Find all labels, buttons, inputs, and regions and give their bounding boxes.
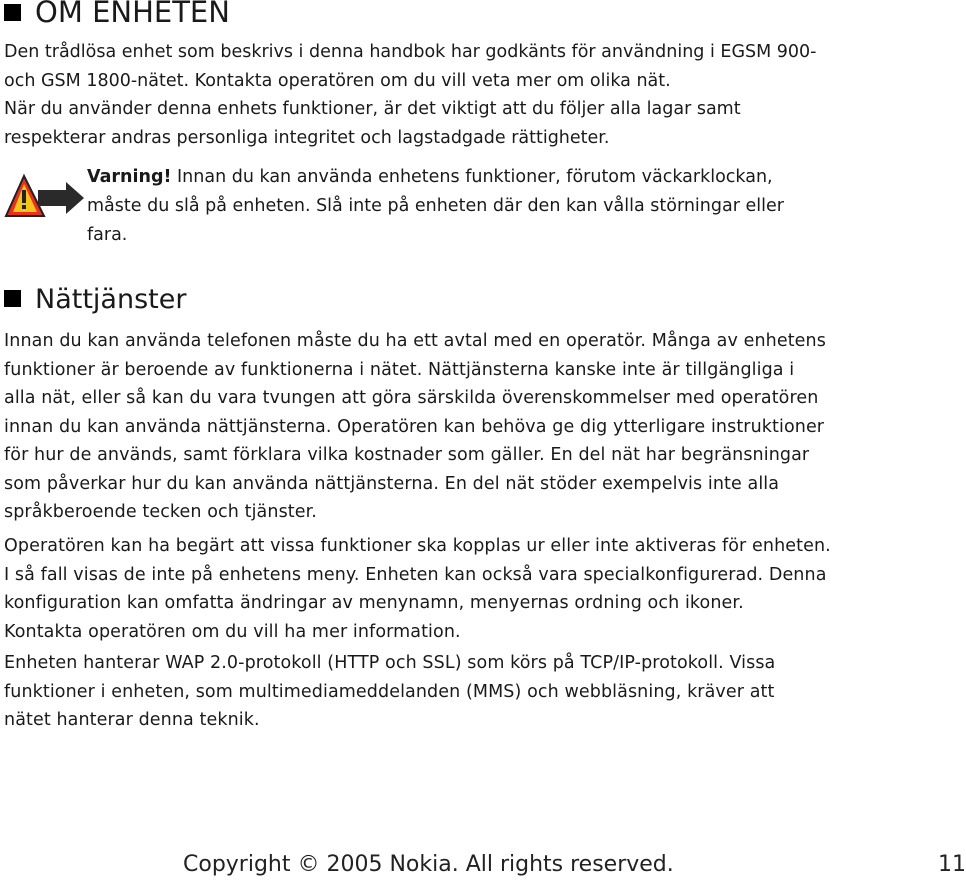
paragraph-line: I så fall visas de inte på enhetens meny. Enheten kan också vara specialkonfigurerad. Denna [4,564,827,585]
intro-line: När du använder denna enhets funktioner, är det viktigt att du följer alla lagar samt [4,99,741,119]
paragraph-line: funktioner i enheten, som multimediameddelanden (MMS) och webbläsning, kräver att [4,681,775,702]
section-heading-om-enheten [4,0,230,30]
paragraph-line: som påverkar hur du kan använda nättjänsterna. En del nät stöder exempelvis inte alla [4,473,780,494]
warning-icon [4,172,86,220]
heading-text: OM ENHETEN [35,0,230,29]
paragraph-operator-config [4,532,831,646]
paragraph-line: för hur de används, samt förklara vilka kostnader som gäller. En del nät har begränsningar [4,445,810,465]
paragraph-line: Innan du kan använda telefonen måste du ha ett avtal med en operatör. Många av enhetens [4,331,826,351]
heading-bullet-icon [4,290,21,307]
intro-line: och GSM 1800-nätet. Kontakta operatören om du vill veta mer om olika nät. [4,70,671,91]
paragraph-line: funktioner är beroende av funktionerna i nätet. Nättjänsterna kanske inte är tillgängliga i [4,359,795,380]
warning-label: Varning! [87,167,172,187]
warning-line: Innan du kan använda enhetens funktioner, förutom väckarklockan, [171,167,773,187]
warning-paragraph [87,163,784,250]
section-heading-nattjanster [4,282,186,318]
paragraph-line: språkberoende tecken och tjänster. [4,502,317,522]
paragraph-line: konfiguration kan omfatta ändringar av menynamn, menyernas ordning och ikoner. [4,593,744,613]
heading-bullet-icon [4,4,21,21]
page-number: 11 [938,852,966,877]
copyright-footer: Copyright © 2005 Nokia. All rights reserved. [183,852,674,877]
paragraph-wap-protocol [4,649,775,735]
warning-line: fara. [87,225,128,245]
paragraph-line: Kontakta operatören om du vill ha mer information. [4,621,461,642]
paragraph-line: innan du kan använda nättjänsterna. Operatören kan behöva ge dig ytterligare instruktioner [4,416,825,437]
paragraph-network-services [4,327,826,527]
intro-paragraph [4,38,817,152]
paragraph-line: Enheten hanterar WAP 2.0-protokoll (HTTP och SSL) som körs på TCP/IP-protokoll. Vissa [4,653,776,673]
paragraph-line: nätet hanterar denna teknik. [4,710,260,730]
intro-line: respekterar andras personliga integritet och lagstadgade rättigheter. [4,127,610,148]
intro-line: Den trådlösa enhet som beskrivs i denna handbok har godkänts för användning i EGSM 900- [4,42,817,62]
heading-text: Nättjänster [35,284,187,315]
paragraph-line: Operatören kan ha begärt att vissa funktioner ska kopplas ur eller inte aktiveras för enheten. [4,536,831,556]
paragraph-line: alla nät, eller så kan du vara tvungen att göra särskilda överenskommelser med operatören [4,388,819,408]
warning-line: måste du slå på enheten. Slå inte på enheten där den kan vålla störningar eller [87,196,784,216]
